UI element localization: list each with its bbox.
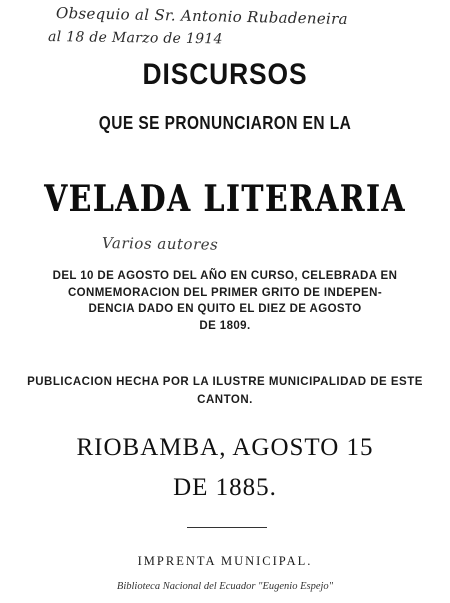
printer-imprint: IMPRENTA MUNICIPAL. xyxy=(137,554,313,568)
handwritten-annotation: Varios autores xyxy=(101,234,219,254)
year: DE 1885. xyxy=(173,474,277,501)
description-block xyxy=(0,268,450,335)
publication-line: PUBLICACION HECHA POR LA ILUSTRE MUNICIPALIDAD DE ESTE xyxy=(27,376,423,388)
handwritten-dedication-line-1: Obsequio al Sr. Antonio Rubadeneira xyxy=(55,4,349,29)
handwritten-dedication-line-2: al 18 de Marzo de 1914 xyxy=(47,29,223,48)
publication-line: CANTON. xyxy=(197,394,253,406)
description-line: DE 1809. xyxy=(199,320,251,333)
subtitle: QUE SE PRONUNCIARON EN LA xyxy=(98,113,352,133)
page-title: DISCURSOS xyxy=(142,58,308,91)
event-heading: VELADA LITERARIA xyxy=(44,178,406,220)
library-credit: Biblioteca Nacional del Ecuador "Eugenio Espejo" xyxy=(116,581,334,592)
divider xyxy=(187,527,267,528)
publication-note xyxy=(0,373,450,409)
place-date: RIOBAMBA, AGOSTO 15 xyxy=(76,434,374,461)
description-line: DENCIA DADO EN QUITO EL DIEZ DE AGOSTO xyxy=(88,303,362,316)
description-line: DEL 10 DE AGOSTO DEL AÑO EN CURSO, CELEBRADA EN xyxy=(52,270,398,282)
description-line: CONMEMORACION DEL PRIMER GRITO DE INDEPEN- xyxy=(67,286,383,299)
